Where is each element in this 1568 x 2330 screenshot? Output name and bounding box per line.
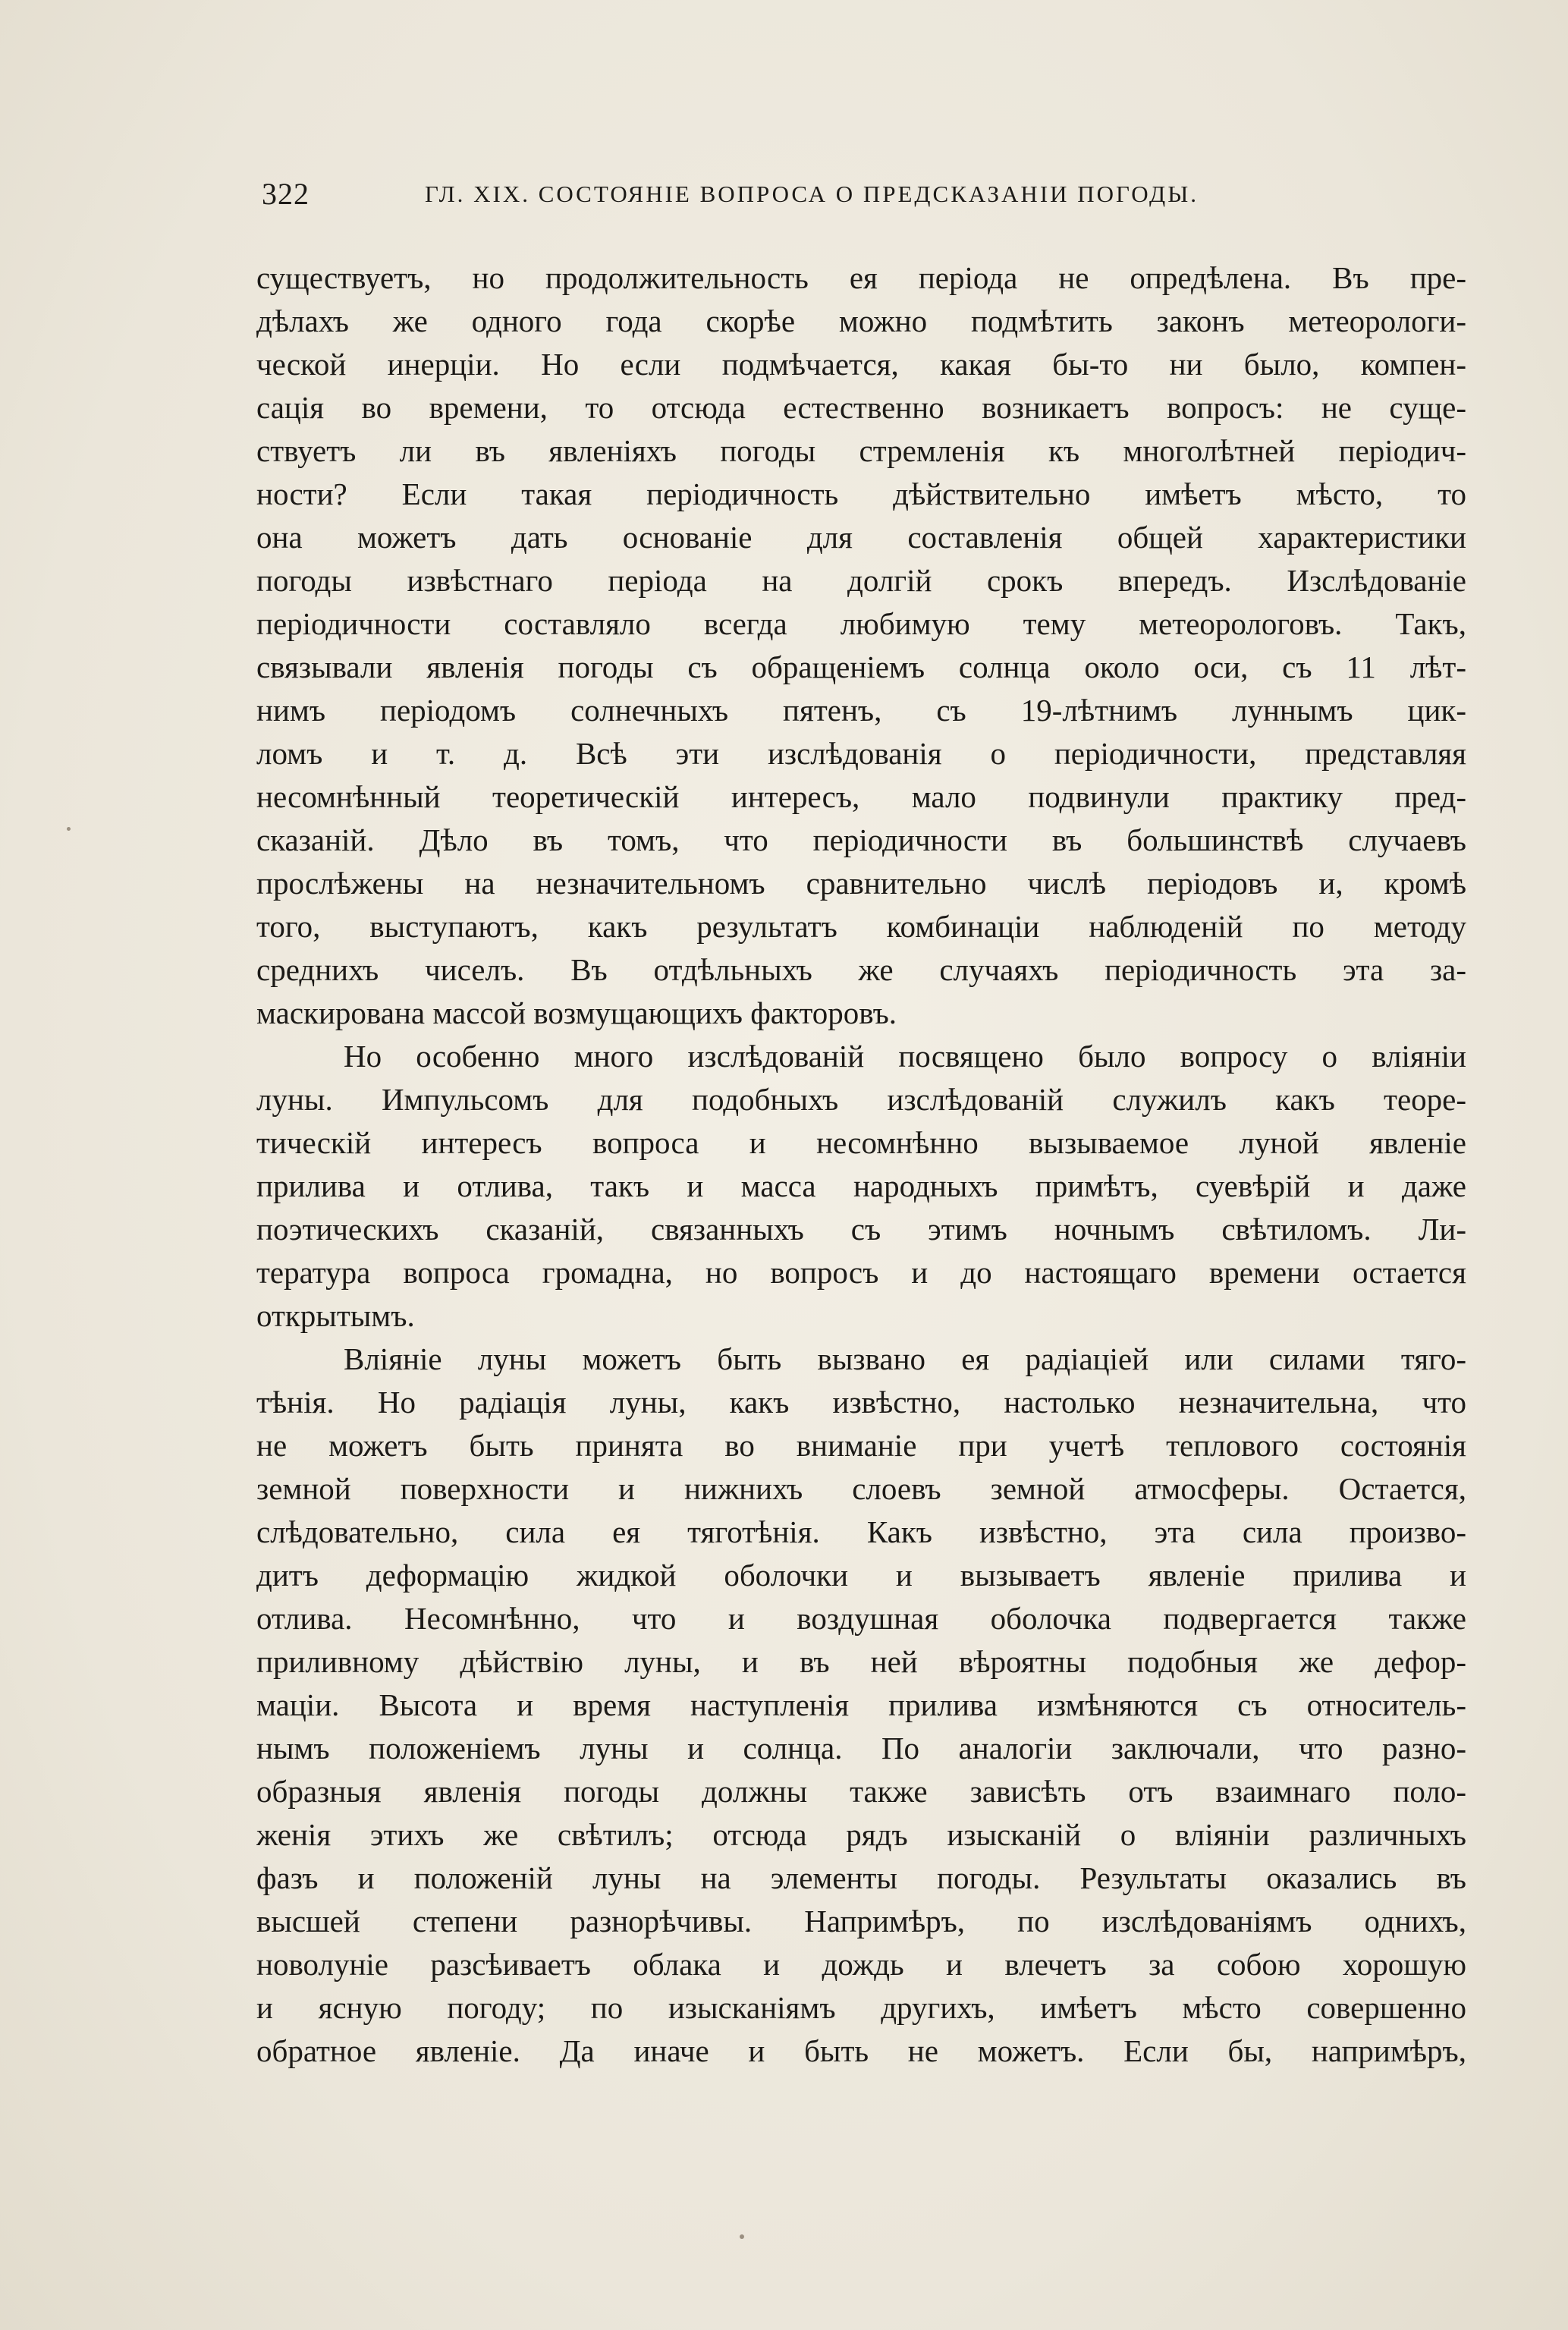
- text-line: Но особенно много изслѣдованій посвящено было вопросу о вліяніи: [344, 1039, 1466, 1074]
- text-line: открытымъ.: [256, 1298, 415, 1333]
- text-line: существуетъ, но продолжительность ея періода не опредѣлена. Въ пре-: [256, 260, 1466, 295]
- text-line: періодичности составляло всегда любимую тему метеорологовъ. Такъ,: [256, 606, 1466, 641]
- text-line: дитъ деформацію жидкой оболочки и вызываетъ явленіе прилива и: [256, 1558, 1466, 1593]
- text-line: обратное явленіе. Да иначе и быть не можетъ. Если бы, напримѣръ,: [256, 2033, 1466, 2068]
- text-line: ствуетъ ли въ явленіяхъ погоды стремленія къ многолѣтней періодич-: [256, 433, 1466, 468]
- text-line: женія этихъ же свѣтилъ; отсюда рядъ изысканій о вліяніи различныхъ: [256, 1817, 1466, 1852]
- text-line: ности? Если такая періодичность дѣйствительно имѣетъ мѣсто, то: [256, 476, 1466, 511]
- text-line: того, выступаютъ, какъ результатъ комбинаціи наблюденій по методу: [256, 909, 1466, 944]
- text-line: погоды извѣстнаго періода на долгій срокъ впередъ. Изслѣдованіе: [256, 563, 1466, 598]
- text-line: сказаній. Дѣло въ томъ, что періодичности въ большинствѣ случаевъ: [256, 822, 1466, 857]
- text-line: среднихъ чиселъ. Въ отдѣльныхъ же случаяхъ періодичность эта за-: [256, 952, 1466, 987]
- text-line: тература вопроса громадна, но вопросъ и до настоящаго времени остается: [256, 1255, 1466, 1290]
- text-line: поэтическихъ сказаній, связанныхъ съ этимъ ночнымъ свѣтиломъ. Ли-: [256, 1212, 1466, 1247]
- text-line: она можетъ дать основаніе для составленія общей характеристики: [256, 520, 1466, 555]
- text-line: и ясную погоду; по изысканіямъ другихъ, имѣетъ мѣсто совершенно: [256, 1990, 1466, 2025]
- text-line: маскирована массой возмущающихъ факторовъ.: [256, 995, 897, 1030]
- paper-speck: [67, 827, 71, 831]
- text-line: связывали явленія погоды съ обращеніемъ солнца около оси, съ 11 лѣт-: [256, 649, 1466, 684]
- text-line: земной поверхности и нижнихъ слоевъ земной атмосферы. Остается,: [256, 1471, 1466, 1506]
- text-line: дѣлахъ же одного года скорѣе можно подмѣтить законъ метеорологи-: [256, 303, 1466, 338]
- text-line: образныя явленія погоды должны также зависѣть отъ взаимнаго поло-: [256, 1774, 1466, 1809]
- text-line: нимъ періодомъ солнечныхъ пятенъ, съ 19-лѣтнимъ луннымъ цик-: [256, 693, 1466, 728]
- text-line: сація во времени, то отсюда естественно возникаетъ вопросъ: не суще-: [256, 390, 1466, 425]
- page-header: [262, 176, 1464, 222]
- text-line: тѣнія. Но радіація луны, какъ извѣстно, настолько незначительна, что: [256, 1385, 1466, 1420]
- paper-speck: [740, 2234, 744, 2239]
- text-line: ческой инерціи. Но если подмѣчается, какая бы-то ни было, компен-: [256, 347, 1466, 382]
- text-line: новолуніе разсѣиваетъ облака и дождь и влечетъ за собою хорошую: [256, 1947, 1466, 1982]
- text-line: отлива. Несомнѣнно, что и воздушная оболочка подвергается также: [256, 1601, 1466, 1636]
- body-text: [256, 256, 1466, 2073]
- text-line: не можетъ быть принята во вниманіе при учетѣ теплового состоянія: [256, 1428, 1466, 1463]
- page-number: 322: [262, 177, 310, 211]
- text-line: приливному дѣйствію луны, и въ ней вѣроятны подобныя же дефор-: [256, 1644, 1466, 1679]
- text-line: прослѣжены на незначительномъ сравнительно числѣ періодовъ и, кромѣ: [256, 866, 1466, 901]
- text-line: луны. Импульсомъ для подобныхъ изслѣдованій служилъ какъ теоре-: [256, 1082, 1466, 1117]
- text-line: слѣдовательно, сила ея тяготѣнія. Какъ извѣстно, эта сила произво-: [256, 1514, 1466, 1549]
- text-line: высшей степени разнорѣчивы. Напримѣръ, по изслѣдованіямъ однихъ,: [256, 1904, 1466, 1939]
- text-line: фазъ и положеній луны на элементы погоды. Результаты оказались въ: [256, 1860, 1466, 1895]
- text-line: маціи. Высота и время наступленія прилива измѣняются съ относитель-: [256, 1687, 1466, 1722]
- text-line: тическій интересъ вопроса и несомнѣнно вызываемое луной явленіе: [256, 1125, 1466, 1160]
- text-line: прилива и отлива, такъ и масса народныхъ примѣтъ, суевѣрій и даже: [256, 1168, 1466, 1203]
- running-head: ГЛ. XIX. СОСТОЯНІЕ ВОПРОСА О ПРЕДСКАЗАНІИ ПОГОДЫ.: [425, 181, 1199, 207]
- text-line: нымъ положеніемъ луны и солнца. По аналогіи заключали, что разно-: [256, 1731, 1466, 1766]
- text-line: ломъ и т. д. Всѣ эти изслѣдованія о періодичности, представляя: [256, 736, 1466, 771]
- text-line: несомнѣнный теоретическій интересъ, мало подвинули практику пред-: [256, 779, 1466, 814]
- text-line: Вліяніе луны можетъ быть вызвано ея радіаціей или силами тяго-: [344, 1341, 1466, 1376]
